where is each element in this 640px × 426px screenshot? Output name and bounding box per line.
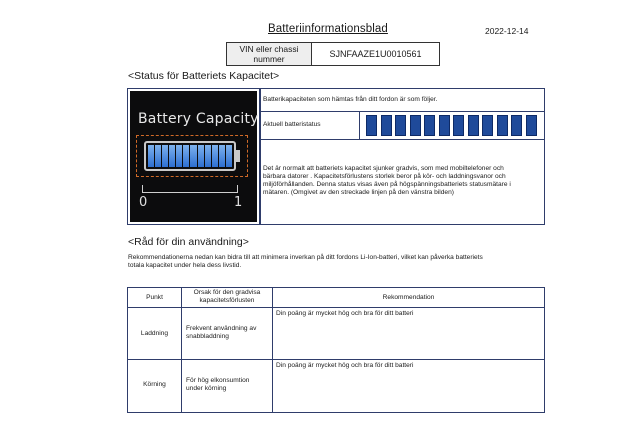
status-bar-segment [381, 115, 392, 136]
status-divider-vertical [259, 88, 261, 225]
explanation-line-3: miljöförhållanden. Denna status visas även på högspänningsbatteriets statusmätare i [263, 181, 511, 188]
battery-cell [226, 145, 232, 167]
row-1-cause-line2: snabbladdning [186, 333, 229, 340]
battery-cell [198, 145, 204, 167]
document-title: Batteriinformationsblad [268, 23, 388, 35]
battery-cell [219, 145, 225, 167]
battery-cell [155, 145, 161, 167]
status-cell-divider [359, 111, 360, 139]
vin-value: SJNFAAZE1U0010561 [329, 49, 422, 59]
battery-tip [236, 150, 240, 162]
document-date: 2022-12-14 [485, 26, 529, 36]
status-bar-segment [468, 115, 479, 136]
advice-intro-line-2: totala kapacitet under hela dess livstid. [128, 262, 242, 269]
status-bar-segment [410, 115, 421, 136]
status-explanation [263, 165, 543, 197]
battery-scale [142, 185, 238, 193]
status-intro: Batterikapaciteten som hämtas från ditt fordon är som följer. [263, 96, 438, 103]
current-status-bars [362, 113, 542, 138]
explanation-line-4: mätaren. (Omgivet av den streckade linjen på den vänstra bilden) [263, 189, 454, 196]
status-bar-segment [453, 115, 464, 136]
status-bar-segment [395, 115, 406, 136]
battery-cell [183, 145, 189, 167]
battery-icon [144, 141, 236, 171]
battery-cell [212, 145, 218, 167]
row-1-cause-line1: Frekvent användning av [186, 325, 257, 332]
row-2-cause-line1: För hög elkonsumtion [186, 377, 250, 384]
header-cause-line1: Orsak för den gradvisa [193, 289, 261, 296]
row-1-cause [186, 325, 272, 341]
table-col-divider-1 [181, 287, 182, 413]
row-2-recommendation: Din poäng är mycket hög och bra för ditt batteri [276, 362, 414, 369]
current-status-label: Aktuell batteristatus [263, 121, 321, 128]
status-bar-segment [526, 115, 537, 136]
row-2-cause-line2: under körning [186, 385, 227, 392]
status-row-divider-1 [259, 111, 544, 112]
status-bar-segment [511, 115, 522, 136]
status-bar-segment [366, 115, 377, 136]
advice-table [127, 287, 545, 413]
vin-box [226, 42, 440, 66]
battery-cell [148, 145, 154, 167]
explanation-line-1: Det är normalt att batteriets kapacitet sjunker gradvis, som med mobiltelefoner och [263, 165, 504, 172]
header-recommendation: Rekommendation [382, 294, 435, 301]
advice-heading: <Råd för din användning> [128, 236, 249, 248]
status-bar-segment [439, 115, 450, 136]
table-row-divider [127, 359, 545, 360]
battery-scale-min: 0 [139, 195, 148, 210]
row-2-point: Körning [143, 381, 166, 388]
status-bar-segment [497, 115, 508, 136]
vin-label-line2: nummer [253, 54, 285, 64]
status-bar-segment [424, 115, 435, 136]
status-row-divider-2 [259, 139, 544, 140]
explanation-line-2: bärbara datorer . Kapacitetsförlustens storlek beror på kör- och laddningsvanor och [263, 173, 506, 180]
header-cause-line2: kapacitetsförlusten [199, 297, 255, 304]
header-point: Punkt [146, 294, 163, 301]
row-2-cause [186, 377, 272, 393]
battery-capacity-image [130, 91, 257, 222]
header-cause [182, 289, 272, 305]
advice-intro [128, 254, 483, 270]
battery-cell [169, 145, 175, 167]
table-header-divider [127, 307, 545, 308]
battery-cell [190, 145, 196, 167]
row-1-recommendation: Din poäng är mycket hög och bra för ditt batteri [276, 310, 414, 317]
vin-label-line1: VIN eller chassi [239, 44, 299, 54]
battery-scale-max: 1 [234, 195, 243, 210]
status-heading: <Status för Batteriets Kapacitet> [128, 70, 280, 82]
table-col-divider-2 [272, 287, 273, 413]
advice-intro-line-1: Rekommendationerna nedan kan bidra till att minimera inverkan på ditt fordons Li-Ion-batteri, vilket kan påverka batteriets [128, 254, 483, 261]
status-bar-segment [482, 115, 493, 136]
battery-cell [162, 145, 168, 167]
row-1-point: Laddning [140, 330, 169, 337]
battery-cell [205, 145, 211, 167]
battery-caption: Battery Capacity [138, 111, 259, 127]
battery-cell [176, 145, 182, 167]
vin-label [227, 43, 312, 65]
